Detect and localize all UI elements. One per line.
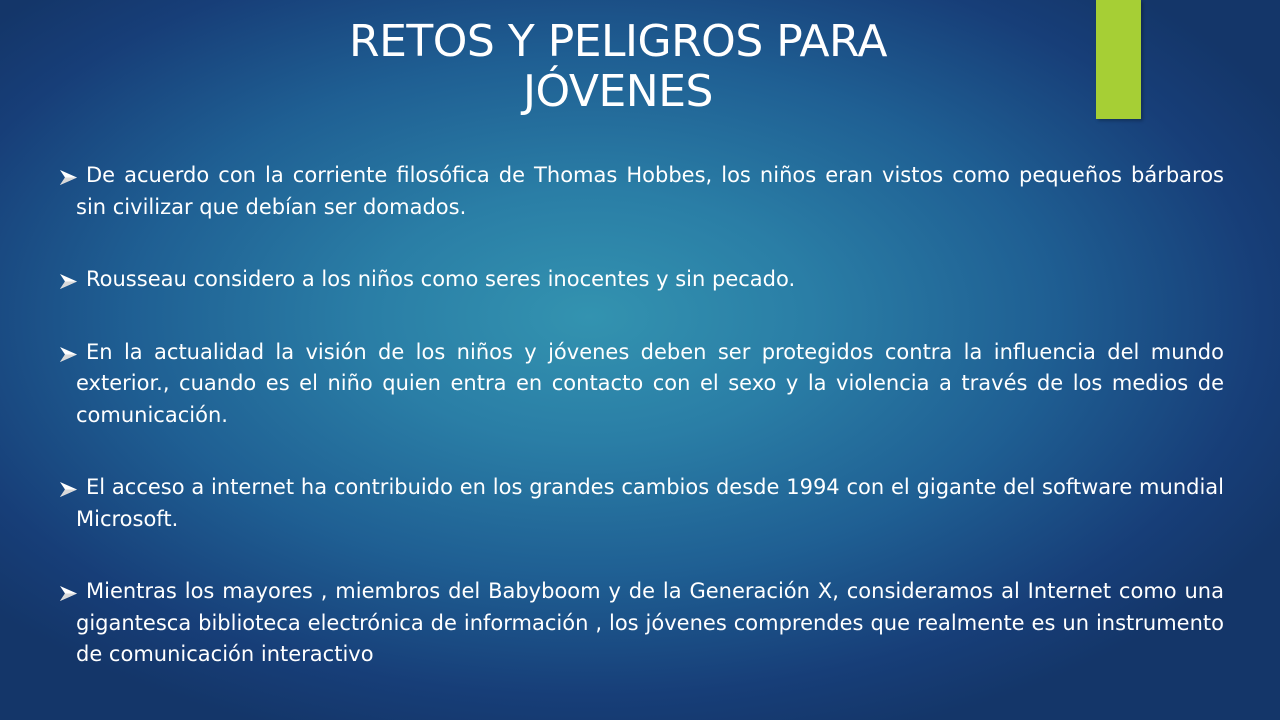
arrowhead-bullet-icon	[60, 170, 77, 185]
bullet-item	[60, 472, 1224, 535]
bullet-text: Mientras los mayores , miembros del Babyboom y de la Generación X, consideramos al Internet como una gigantesca biblioteca electrónica de información , los jóvenes comprendes que realmente es un instrumento de comunicación interactivo	[76, 579, 1224, 666]
accent-bar	[1096, 0, 1141, 119]
bullet-list	[60, 160, 1224, 671]
bullet-text: El acceso a internet ha contribuido en los grandes cambios desde 1994 con el gigante del software mundial Microsoft.	[76, 475, 1224, 531]
arrowhead-bullet-icon	[60, 482, 77, 497]
bullet-item	[60, 576, 1224, 671]
bullet-text: En la actualidad la visión de los niños y jóvenes deben ser protegidos contra la influencia del mundo exterior., cuando es el niño quien entra en contacto con el sexo y la violencia a través de los medios de comunicación.	[76, 339, 1224, 427]
bullet-item	[60, 264, 1224, 296]
arrowhead-bullet-icon	[60, 347, 77, 362]
arrowhead-bullet-icon	[60, 586, 77, 601]
bullet-item	[60, 337, 1224, 432]
bullet-item	[60, 160, 1224, 223]
slide-title: RETOS Y PELIGROS PARA JÓVENES	[349, 16, 887, 117]
bullet-text: De acuerdo con la corriente filosófica de Thomas Hobbes, los niños eran vistos como pequeños bárbaros sin civilizar que debían ser domados.	[76, 163, 1224, 219]
arrowhead-bullet-icon	[60, 274, 77, 289]
bullet-text: Rousseau considero a los niños como seres inocentes y sin pecado.	[86, 267, 796, 291]
